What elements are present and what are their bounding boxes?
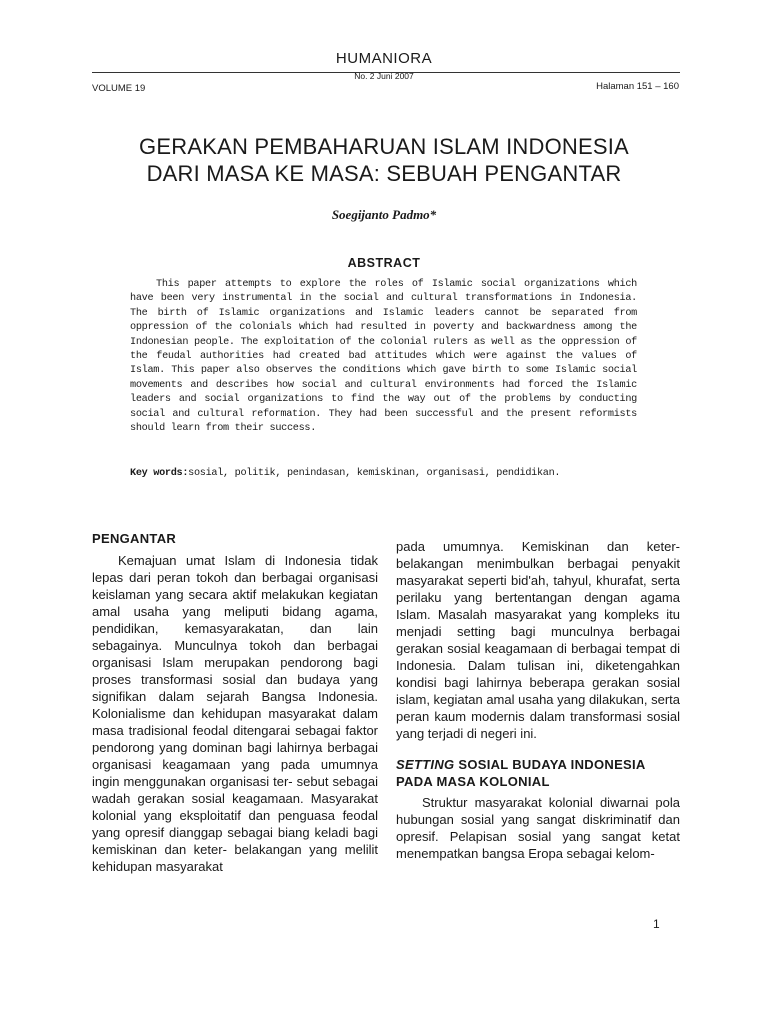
page-number: 1 — [653, 917, 660, 931]
section-heading-pengantar: PENGANTAR — [92, 531, 177, 546]
keywords-list: sosial, politik, penindasan, kemiskinan, organisasi, pendidikan. — [188, 468, 561, 479]
section-heading-setting-italic: SETTING — [396, 757, 455, 772]
abstract-heading: ABSTRACT — [347, 256, 421, 270]
paragraph-pengantar: Kemajuan umat Islam di Indonesia tidak lepas dari peran tokoh dan berbagai organisasi keislaman yang secara aktif melakukan kegiatan amal usaha yang meliputi bidang agama, pendidikan, kemasyarakatan, dan lain sebagainya. Munculnya tokoh dan berbagai organisasi Islam merupakan pendorong bagi proses transformasi sosial dan budaya yang signifikan dalam sejarah Bangsa Indonesia. Kolonialisme dan kehidupan masyarakat dalam masa tradisional feodal ditengarai sebagai faktor pendorong yang dominan bagi lahirnya berbagai organisasi keagamaan yang pada umumnya ingin menggunakan organisasi ter- sebut sebagai wadah gerakan sosial keagamaan. Masyarakat kolonial yang eksploitatif dan penguasa feodal yang opresif dianggap sebagai biang keladi bagi kemiskinan dan keter- belakangan yang melilit kehidupan masyarakat — [92, 553, 378, 874]
abstract-text: This paper attempts to explore the roles of Islamic social organizations which have been very instrumental in the social and cultural transformations in Indonesia. The birth of Islamic organizations and Islamic leaders cannot be separated from oppression of the colonials which had resulted in poverty and backwardness among the Indonesian people. The exploitation of the colonial rulers as well as the oppression of the feudal authorities had created bad attitudes which were against the values of Islam. This paper also observes the conditions which gave birth to some Islamic social movements and describes how social and cultural environments had forced the Islamic leaders and social organizations to find the way out of the problems by conducting social and cultural reformation. They had been successful and the present reformists should learn from their success. — [130, 279, 637, 435]
keywords — [130, 468, 637, 479]
title-line-1: GERAKAN PEMBAHARUAN ISLAM INDONESIA — [139, 134, 629, 159]
paragraph-pengantar-continued: pada umumnya. Kemiskinan dan keter- belakangan menimbulkan berbagai penyakit masyarakat seperti bid'ah, tahyul, khurafat, serta perilaku yang bertentangan dengan agama Islam. Masalah masyarakat yang kompleks itu menjadi setting bagi munculnya berbagai gerakan sosial keagamaan di berbagai tempat di Indonesia. Dalam tulisan ini, diketengahkan kondisi bagi lahirnya beberapa gerakan sosial islam, kegiatan amal usaha yang dilakukan, serta peran kaum modernis dalam transformasi sosial yang terjadi di negeri ini. — [396, 539, 680, 741]
volume-label: VOLUME 19 — [92, 83, 146, 94]
page-range: Halaman 151 – 160 — [596, 81, 679, 92]
keywords-label: Key words: — [130, 468, 189, 479]
section-heading-setting-rest: SOSIAL BUDAYA INDONESIA PADA MASA KOLONIAL — [396, 757, 646, 789]
journal-name: HUMANIORA — [335, 50, 433, 67]
right-column — [396, 538, 680, 862]
left-column — [92, 530, 378, 875]
title-line-2: DARI MASA KE MASA: SEBUAH PENGANTAR — [146, 161, 622, 186]
article-title — [40, 133, 728, 187]
issue-info: No. 2 Juni 2007 — [354, 71, 414, 81]
author-name: Soegijanto Padmo* — [331, 207, 437, 222]
paragraph-setting: Struktur masyarakat kolonial diwarnai pola hubungan sosial yang sangat diskriminatif dan opresif. Pelapisan sosial yang sangat ketat menempatkan bangsa Eropa sebagai kelom- — [396, 795, 680, 861]
section-heading-setting — [396, 756, 680, 790]
